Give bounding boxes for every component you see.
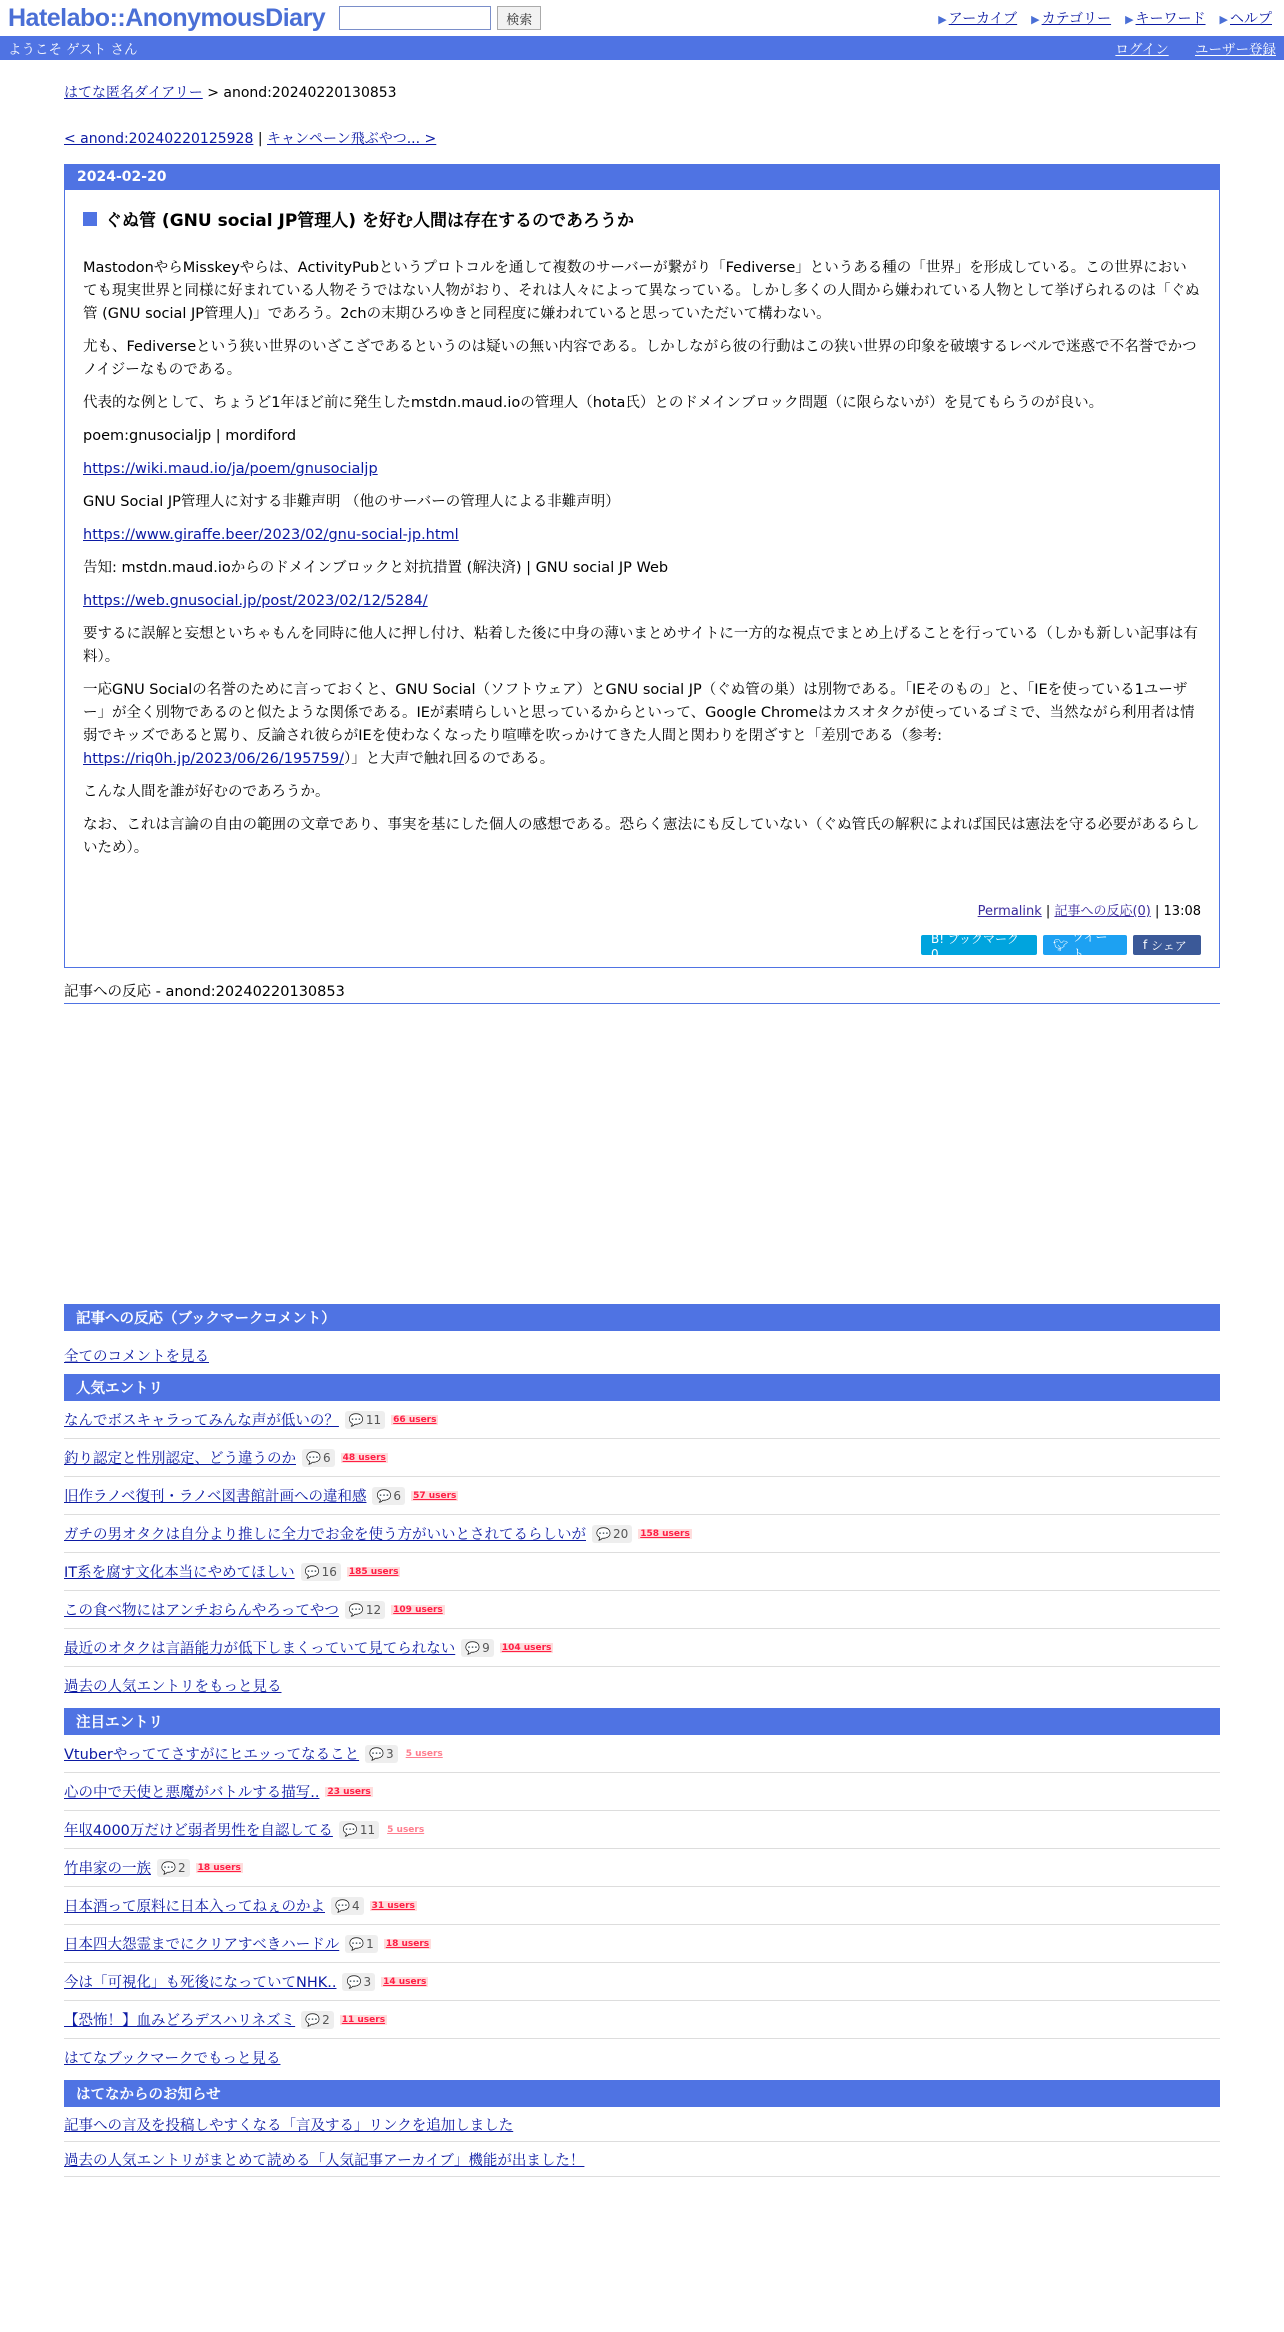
twitter-icon: 🐦︎ [1053, 938, 1073, 952]
comment-num: 3 [363, 1974, 372, 1989]
entry-link[interactable]: 最近のオタクは言語能力が低下しまくっていて見てられない [64, 1641, 456, 1657]
entry-link[interactable]: 年収4000万だけど弱者男性を自認してる [64, 1823, 333, 1839]
comment-count [301, 2011, 334, 2029]
comment-icon: 💬 [349, 1936, 365, 1951]
entry-link[interactable]: 旧作ラノベ復刊・ラノベ図書館計画への違和感 [64, 1489, 367, 1505]
list-item [64, 1401, 1220, 1439]
paragraph: こんな人間を誰が好むのであろうか。 [83, 784, 330, 800]
paragraph-text: ）」と大声で触れ回るのである。 [344, 751, 555, 767]
entry-link[interactable]: 日本四大怨霊までにクリアすべきハードル [64, 1937, 340, 1953]
users-badge[interactable]: 11 users [341, 2014, 386, 2025]
paragraph: 要するに誤解と妄想といちゃもんを同時に他人に押し付け、粘着した後に中身の薄いまとめサイトに一方的な視点でまとめ上げることを行っている（しかも新しい記事は有料）。 [83, 626, 1198, 665]
wiki-link[interactable]: https://wiki.maud.io/ja/poem/gnusocialjp [83, 461, 378, 477]
arrow-icon: ▶ [1031, 13, 1040, 26]
nav-category-link[interactable]: カテゴリー [1041, 11, 1112, 27]
users-badge[interactable]: 14 users [383, 1976, 427, 1987]
entry-box [64, 164, 1220, 968]
paragraph: GNU Social JP管理人に対する非難声明 （他のサーバーの管理人による非難声明） [83, 494, 620, 510]
entry-date: 2024-02-20 [65, 165, 1219, 190]
entry-link[interactable]: IT系を腐す文化本当にやめてほしい [64, 1565, 295, 1581]
comment-icon: 💬 [306, 1450, 321, 1465]
comment-num: 2 [322, 2012, 330, 2027]
arrow-icon: ▶ [1219, 13, 1228, 26]
comment-icon: 💬 [304, 1564, 320, 1579]
arrow-icon: ▶ [1125, 13, 1134, 26]
footer-sep: | [1041, 904, 1055, 919]
breadcrumb-current: anond:20240220130853 [223, 85, 397, 101]
breadcrumb [64, 82, 1220, 102]
permalink[interactable]: Permalink [977, 904, 1042, 919]
entry-title [83, 206, 1201, 231]
list-item [64, 1629, 1220, 1667]
users-badge[interactable]: 5 users [387, 1824, 425, 1835]
facebook-icon: f [1143, 938, 1152, 952]
users-badge[interactable]: 31 users [371, 1900, 415, 1911]
next-entry-link[interactable]: キャンペーン飛ぶやつ... > [267, 131, 437, 147]
paragraph: MastodonやらMisskeyやらは、ActivityPubというプロトコルを通して複数のサーバーが繋がり「Fediverse」というある種の「世界」を形成している。この世界においても現実世界と同様に好まれている人物そうではない人物がおり、それは人々によって異なっている。しかし多くの人間から嫌われている人物として挙げられるのは「ぐぬ管 (GNU social JP管理人)」であろう。2chの末期ひろゆきと同程度に嫌われていると思っていただいて構わない。 [83, 260, 1200, 322]
entry-link[interactable]: 【恐怖！】血みどろデスハリネズミ [64, 2013, 296, 2029]
comment-num: 1 [366, 1936, 374, 1951]
link-paragraph [83, 458, 1201, 481]
entry-link[interactable]: この食べ物にはアンチおらんやろってやつ [64, 1603, 339, 1619]
comment-num: 6 [393, 1488, 402, 1503]
comment-num: 11 [365, 1412, 382, 1427]
popular-entries-list [64, 1401, 1220, 1667]
comment-count [345, 1935, 378, 1953]
share-row [83, 930, 1201, 961]
entry-link[interactable]: 竹串家の一族 [64, 1861, 151, 1877]
site-logo[interactable]: Hatelabo::AnonymousDiary [8, 3, 326, 32]
comment-icon: 💬 [376, 1488, 392, 1503]
nav-help[interactable] [1220, 8, 1272, 28]
list-item [64, 1811, 1220, 1849]
comment-num: 9 [482, 1640, 490, 1655]
facebook-share-button[interactable] [1133, 935, 1201, 955]
list-item [64, 1773, 1220, 1811]
list-item [64, 2142, 1220, 2177]
list-item [64, 1553, 1220, 1591]
hatena-bookmark-button[interactable]: B! ブックマーク 0 [921, 935, 1037, 955]
users-badge[interactable]: 23 users [327, 1786, 371, 1797]
tweet-label: ツイート [1072, 930, 1108, 961]
entry-footer [83, 900, 1201, 919]
comment-icon: 💬 [348, 1602, 364, 1617]
notice-link[interactable]: 記事への言及を投稿しやすくなる「言及する」リンクを追加しました [64, 2117, 514, 2134]
breadcrumb-home[interactable]: はてな匿名ダイアリー [64, 85, 203, 101]
comment-count [301, 1563, 341, 1581]
more-hatena-bookmark-link[interactable]: はてなブックマークでもっと見る [64, 2051, 281, 2067]
nav-archive-link[interactable]: アーカイブ [948, 11, 1018, 27]
comment-icon: 💬 [161, 1860, 176, 1875]
comment-num: 6 [322, 1450, 331, 1465]
entry-link[interactable]: 日本酒って原料に日本入ってねぇのかよ [64, 1899, 325, 1915]
list-item [64, 1439, 1220, 1477]
users-badge[interactable]: 158 users [640, 1528, 690, 1539]
comment-count [342, 1973, 375, 1991]
users-badge[interactable]: 66 users [393, 1414, 437, 1425]
welcome-text: ようこそ ゲスト さん [8, 42, 138, 58]
comment-count [592, 1525, 632, 1543]
tweet-button[interactable] [1043, 930, 1127, 961]
comment-icon: 💬 [346, 1974, 362, 1989]
giraffe-link[interactable]: https://www.giraffe.beer/2023/02/gnu-social-jp.html [83, 527, 459, 543]
comment-num: 11 [359, 1822, 376, 1837]
comment-num: 3 [386, 1746, 394, 1761]
entry-link[interactable]: Vtuberやっててさすがにヒエッってなること [64, 1747, 360, 1763]
list-item [64, 1477, 1220, 1515]
comment-count [157, 1859, 190, 1877]
comment-count [339, 1821, 379, 1839]
users-badge[interactable]: 104 users [501, 1642, 552, 1653]
comment-icon: 💬 [348, 1412, 364, 1427]
comment-num: 2 [177, 1860, 186, 1875]
comment-icon: 💬 [465, 1640, 481, 1655]
nav-help-link[interactable]: ヘルプ [1230, 11, 1272, 27]
top-header [0, 0, 1284, 36]
footer-sep: | [1150, 904, 1164, 919]
comment-count [331, 1897, 364, 1915]
comment-count [345, 1601, 385, 1619]
users-badge[interactable]: 18 users [385, 1938, 430, 1949]
riq0h-link[interactable]: https://riq0h.jp/2023/06/26/195759/ [83, 751, 345, 767]
entry-link[interactable]: なんでボスキャラってみんな声が低いの？ [64, 1413, 339, 1429]
reactions-link[interactable]: 記事への反応(0) [1054, 904, 1151, 919]
list-item [64, 1515, 1220, 1553]
paragraph: poem:gnusocialjp | mordiford [83, 428, 297, 444]
paragraph: なお、これは言論の自由の範囲の文章であり、事実を基にした個人の感想である。恐らく憲法にも反していない（ぐぬ管氏の解釈によれば国民は憲法を守る必要があるらしいため）。 [83, 817, 1200, 856]
comment-icon: 💬 [305, 2012, 321, 2027]
reactions-label: 記事への反応 - anond:20240220130853 [64, 980, 1220, 1004]
users-badge[interactable]: 18 users [197, 1862, 241, 1873]
share-label: シェア [1151, 938, 1187, 953]
paragraph: 代表的な例として、ちょうど1年ほど前に発生したmstdn.maud.ioの管理人（hota氏）とのドメインブロック問題（に限らないが）を見てもらうのが良い。 [83, 395, 1104, 411]
users-badge[interactable]: 185 users [348, 1566, 399, 1577]
users-badge[interactable]: 57 users [413, 1490, 457, 1501]
popular-entries-head: 人気エントリ [64, 1374, 1220, 1401]
register-link[interactable]: ユーザー登録 [1195, 42, 1276, 58]
users-badge[interactable]: 5 users [405, 1748, 443, 1759]
comment-num: 20 [612, 1526, 629, 1541]
user-bar [0, 36, 1284, 60]
prev-entry-link[interactable]: < anond:20240220125928 [64, 131, 254, 147]
nav-keyword[interactable] [1125, 8, 1205, 28]
top-nav [938, 8, 1272, 28]
ad-space [64, 1004, 1220, 1304]
comment-icon: 💬 [335, 1898, 350, 1913]
paragraph: 告知: mstdn.maud.ioからのドメインブロックと対抗措置 (解決済) | GNU social JP Web [83, 560, 669, 576]
list-item [64, 1735, 1220, 1773]
nav-archive[interactable] [938, 8, 1017, 28]
paragraph-text: 一応GNU Socialの名誉のために言っておくと、GNU Social（ソフトウェア）とGNU social JP（ぐぬ管の巣）は別物である。「IEそのもの」と、「IEを使っている1ユーザー」が全く別物であるのと似たような関係である。IEが素晴らしいと思っているからといって、Google Chromeはカスオタクが使っているゴミで、当然ながら利用者は情弱でキッズであると罵り、反論され彼らがIEを使わなくなったり喧嘩を吹っかけてきた人間と関わりを閉ざすと「差別である（参考: [83, 682, 1195, 744]
comment-count [372, 1487, 405, 1505]
notices-head: はてなからのお知らせ [64, 2080, 1220, 2107]
bookmark-comments-head: 記事への反応（ブックマークコメント） [64, 1304, 1220, 1331]
comment-count [365, 1745, 398, 1763]
list-item [64, 1591, 1220, 1629]
more-popular-link[interactable]: 過去の人気エントリをもっと見る [64, 1679, 282, 1695]
link-paragraph [83, 590, 1201, 613]
breadcrumb-sep: > [202, 85, 224, 101]
comment-icon: 💬 [342, 1822, 358, 1837]
notice-link[interactable]: 過去の人気エントリがまとめて読める「人気記事アーカイブ」機能が出ました！ [64, 2152, 585, 2169]
square-icon [83, 212, 97, 226]
paragraph: 尤も、Fediverseという狭い世界のいざこざであるというのは疑いの無い内容である。しかしながら彼の行動はこの狭い世界の印象を破壊するレベルで迷惑で不名誉でかつノイジーなものである。 [83, 339, 1197, 378]
notices-list [64, 2107, 1220, 2177]
attention-entries-list [64, 1735, 1220, 2039]
all-comments-link[interactable]: 全てのコメントを見る [64, 1349, 209, 1365]
comment-icon: 💬 [596, 1526, 611, 1541]
users-badge[interactable]: 48 users [342, 1452, 386, 1463]
entry-link[interactable]: 釣り認定と性別認定、どう違うのか [64, 1451, 296, 1467]
entry-link[interactable]: ガチの男オタクは自分より推しに全力でお金を使う方がいいとされてるらしいが [64, 1527, 586, 1543]
comment-count [302, 1449, 335, 1467]
prev-next-nav [64, 128, 1220, 148]
comment-count [345, 1411, 385, 1429]
entry-body [65, 190, 1219, 967]
comment-num: 12 [365, 1602, 382, 1617]
comment-count [461, 1639, 494, 1657]
gnusocial-link[interactable]: https://web.gnusocial.jp/post/2023/02/12/5284/ [83, 593, 428, 609]
main-content [64, 82, 1220, 2177]
entry-link[interactable]: 心の中で天使と悪魔がバトルする描写.. [64, 1785, 320, 1801]
list-item [64, 2001, 1220, 2039]
nav-keyword-link[interactable]: キーワード [1135, 11, 1206, 27]
nav-category[interactable] [1031, 8, 1111, 28]
list-item [64, 1925, 1220, 1963]
entry-time: 13:08 [1163, 904, 1201, 919]
list-item [64, 1849, 1220, 1887]
list-item [64, 2107, 1220, 2142]
users-badge[interactable]: 109 users [393, 1604, 443, 1615]
search-button[interactable]: 検索 [497, 6, 541, 30]
list-item [64, 1963, 1220, 2001]
login-link[interactable]: ログイン [1115, 42, 1169, 58]
paragraph [83, 679, 1201, 771]
comment-num: 4 [351, 1898, 360, 1913]
link-paragraph [83, 524, 1201, 547]
attention-entries-head: 注目エントリ [64, 1708, 1220, 1735]
prevnext-sep: | [253, 131, 268, 147]
list-item [64, 1887, 1220, 1925]
comment-num: 16 [321, 1564, 337, 1579]
entry-title-text: ぐぬ管 (GNU social JP管理人) を好む人間は存在するのであろうか [105, 211, 634, 231]
arrow-icon: ▶ [938, 13, 947, 26]
entry-link[interactable]: 今は「可視化」も死後になっていてNHK.. [64, 1975, 337, 1991]
comment-icon: 💬 [369, 1746, 385, 1761]
search-input[interactable] [339, 6, 491, 30]
